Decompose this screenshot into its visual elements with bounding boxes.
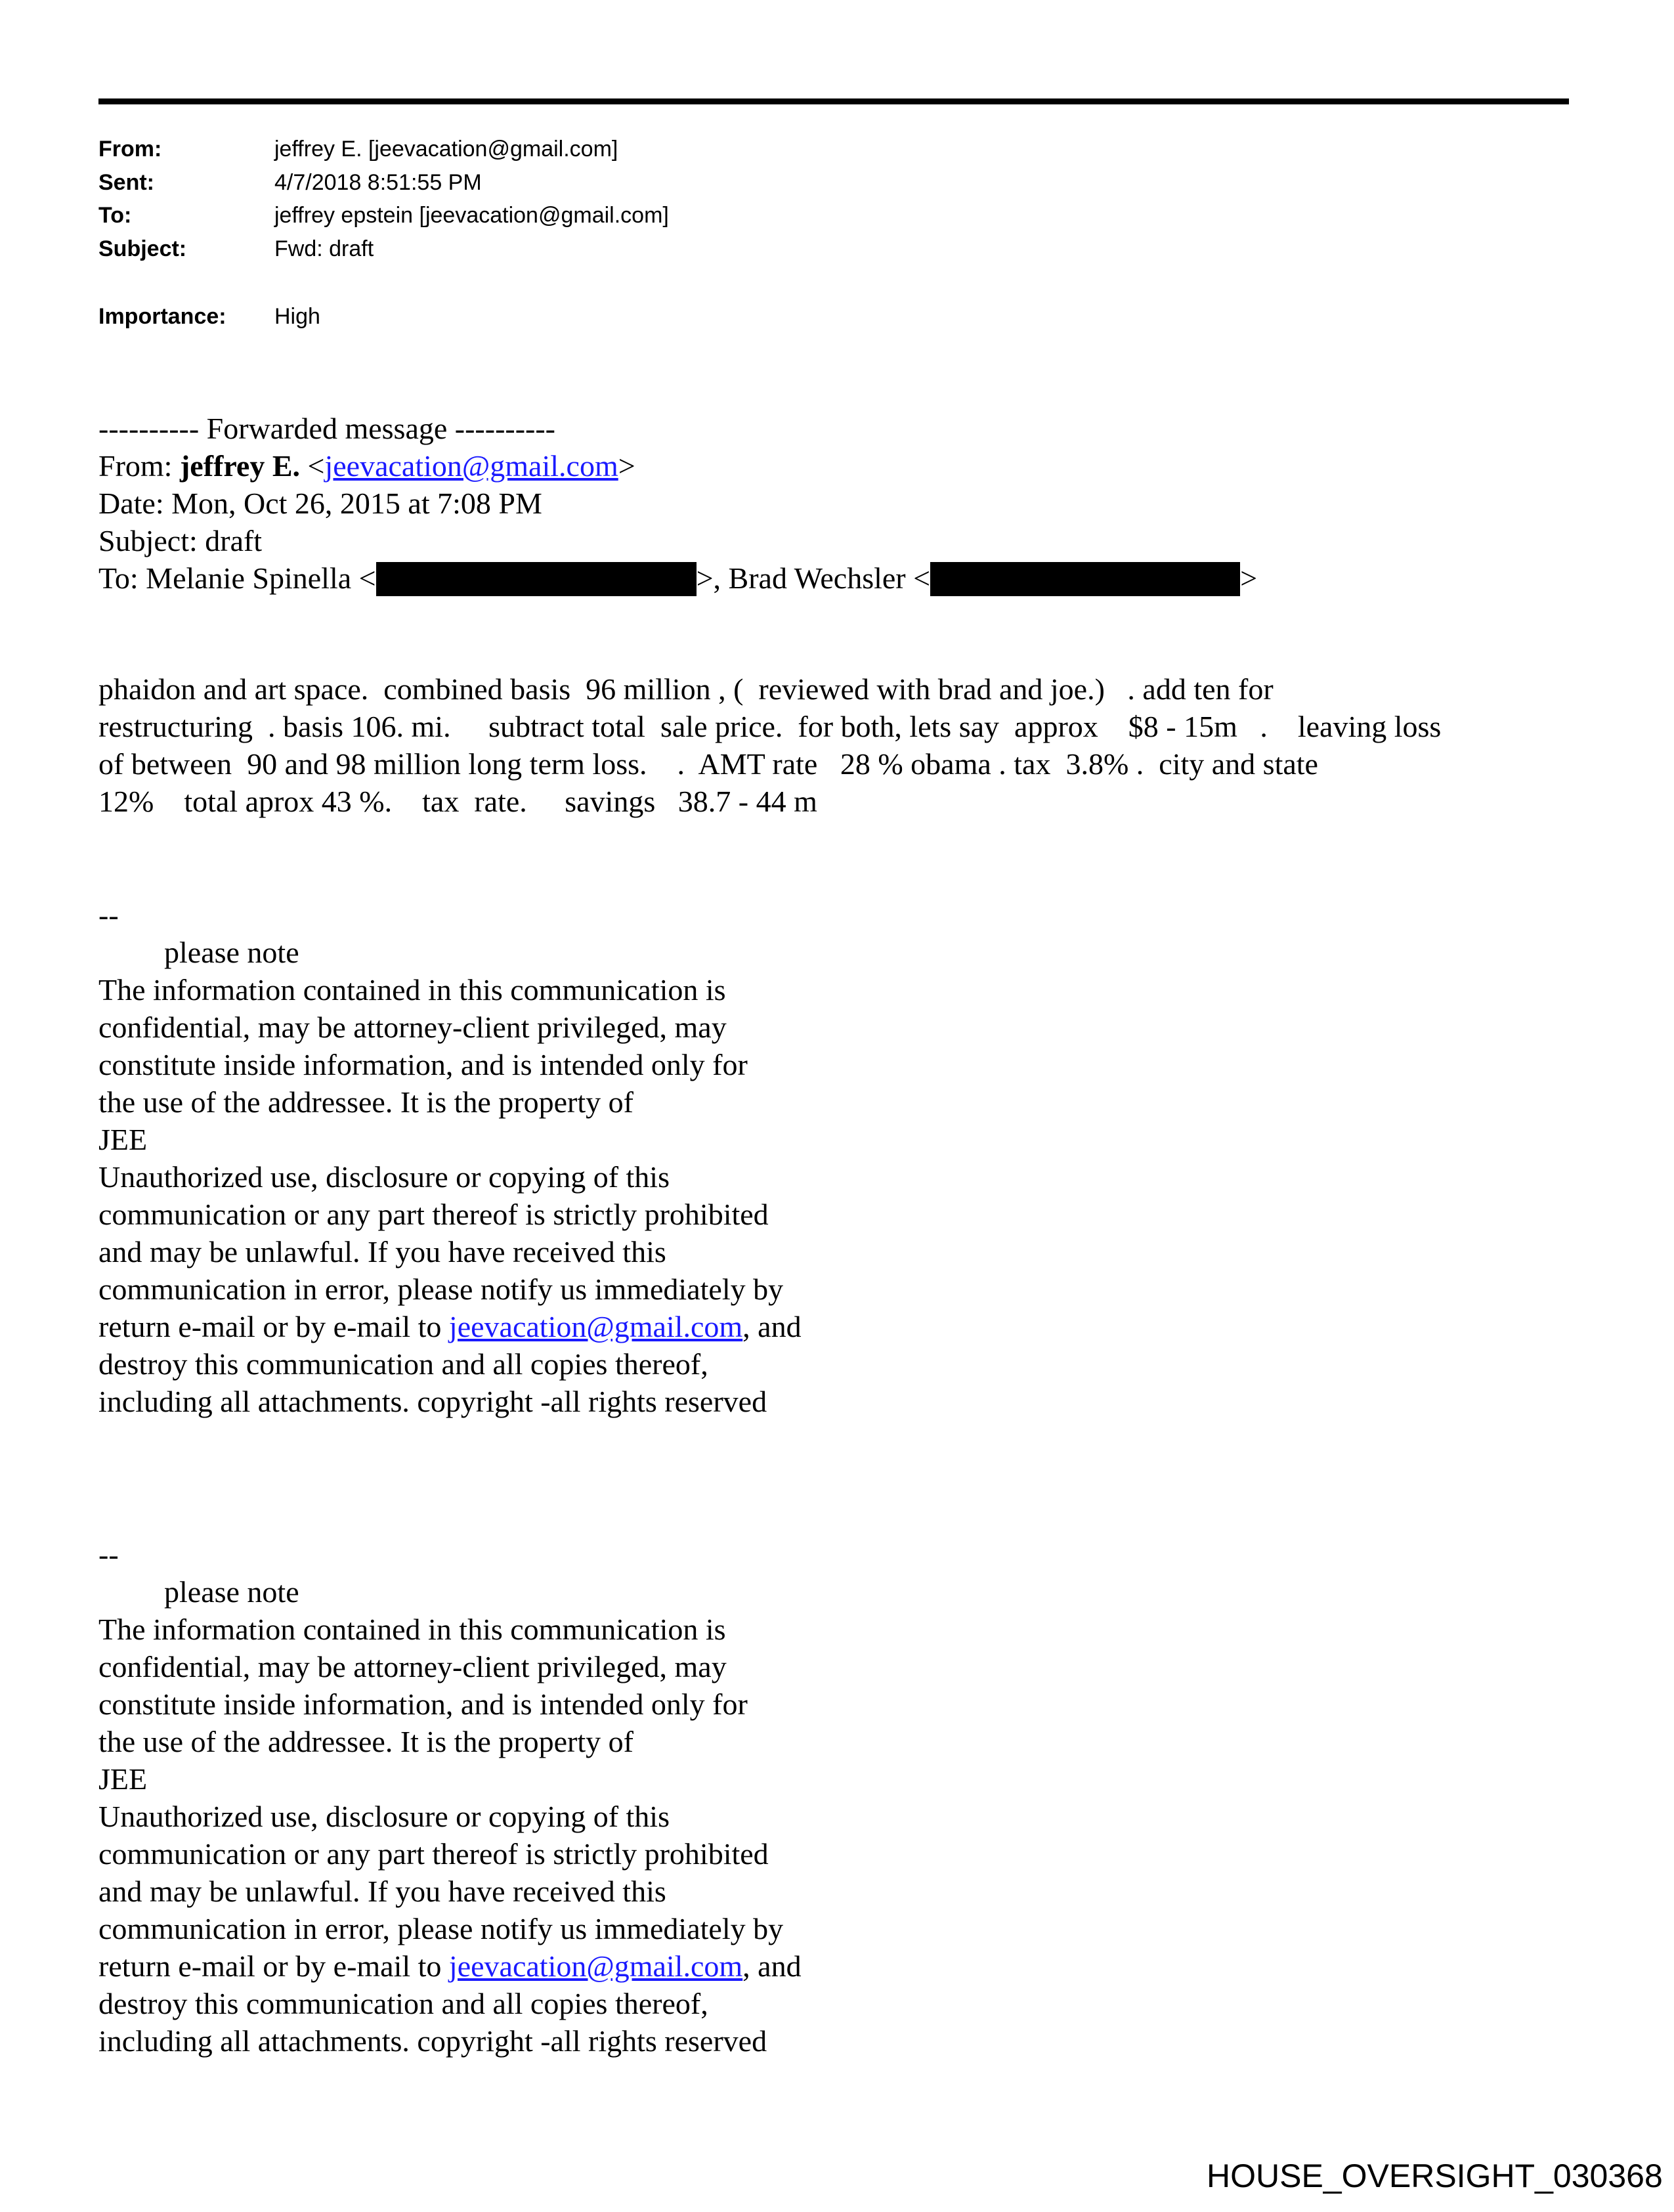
signature-email-link[interactable]: jeevacation@gmail.com [448, 1949, 743, 1983]
signature-dashes: -- [98, 1538, 119, 1571]
forwarded-from-name: jeffrey E. [179, 449, 301, 483]
signature-block [98, 1536, 802, 2060]
body-line: of between 90 and 98 million long term loss. . AMT rate 28 % obama . tax 3.8% . city and state [98, 747, 1318, 781]
header-rule [98, 98, 1569, 104]
signature-line: including all attachments. copyright -all rights reserved [98, 2024, 767, 2058]
signature-line: communication or any part thereof is strictly prohibited [98, 1198, 769, 1231]
redaction-box [930, 562, 1240, 596]
forwarded-from-email-link[interactable]: jeevacation@gmail.com [324, 449, 618, 483]
from-label: From: [98, 137, 162, 162]
signature-line: communication in error, please notify us immediately by [98, 1912, 784, 1945]
forwarded-subject: Subject: draft [98, 524, 263, 557]
to-label: To: [98, 203, 132, 228]
message-body [98, 670, 1441, 820]
header-subject-row [98, 236, 1018, 265]
forwarded-to-end: > [1240, 561, 1258, 595]
signature-email-link[interactable]: jeevacation@gmail.com [448, 1310, 743, 1343]
signature-email-line [98, 1308, 802, 1345]
signature-line: JEE [98, 1123, 148, 1156]
signature-line: Unauthorized use, disclosure or copying of this [98, 1160, 670, 1194]
bates-number: HOUSE_OVERSIGHT_030368 [1207, 2158, 1663, 2194]
signature-line: the use of the addressee. It is the property of [98, 1725, 633, 1758]
signature-line: JEE [98, 1762, 148, 1796]
body-line: restructuring . basis 106. mi. subtract total sale price. for both, lets say approx $8 - 15m . leaving loss [98, 710, 1442, 743]
from-value: jeffrey E. [jeevacation@gmail.com] [274, 137, 618, 162]
importance-value: High [274, 304, 320, 329]
sent-value: 4/7/2018 8:51:55 PM [274, 170, 482, 195]
forwarded-from: From: jeffrey E. <jeevacation@gmail.com> [98, 449, 635, 483]
signature-line: and may be unlawful. If you have received this [98, 1875, 666, 1908]
header-from-row [98, 137, 1018, 165]
signature-line: destroy this communication and all copies thereof, [98, 1987, 708, 2020]
signature-dashes: -- [98, 898, 119, 932]
signature-line: communication or any part thereof is strictly prohibited [98, 1837, 769, 1871]
signature-line: the use of the addressee. It is the property of [98, 1085, 633, 1119]
forwarded-to-prefix: To: Melanie Spinella < [98, 561, 376, 595]
signature-email-suffix: , and [742, 1949, 802, 1983]
signature-line: confidential, may be attorney-client privileged, may [98, 1010, 727, 1044]
signature-email-line [98, 1947, 802, 1985]
signature-line: Unauthorized use, disclosure or copying of this [98, 1800, 670, 1833]
signature-line: destroy this communication and all copies thereof, [98, 1347, 708, 1381]
signature-line: communication in error, please notify us immediately by [98, 1272, 784, 1306]
body-line: 12% total aprox 43 %. tax rate. savings 38.7 - 44 m [98, 785, 817, 818]
signature-line: constitute inside information, and is intended only for [98, 1687, 748, 1721]
sent-label: Sent: [98, 170, 154, 195]
signature-line: The information contained in this communication is [98, 1613, 726, 1646]
subject-label: Subject: [98, 236, 187, 261]
subject-value: Fwd: draft [274, 236, 374, 261]
importance-label: Importance: [98, 304, 226, 329]
forwarded-to-mid: >, Brad Wechsler < [696, 561, 931, 595]
header-sent-row [98, 170, 1018, 199]
signature-line: including all attachments. copyright -all rights reserved [98, 1385, 767, 1418]
signature-line: constitute inside information, and is intended only for [98, 1048, 748, 1081]
signature-email-suffix: , and [742, 1310, 802, 1343]
redaction-box [376, 562, 697, 596]
signature-note: please note [164, 936, 299, 969]
forwarded-to [98, 559, 1257, 597]
signature-line: and may be unlawful. If you have received this [98, 1235, 666, 1269]
signature-email-prefix: return e-mail or by e-mail to [98, 1310, 449, 1343]
signature-line: The information contained in this communication is [98, 973, 726, 1007]
signature-line: confidential, may be attorney-client privileged, may [98, 1650, 727, 1683]
body-line: phaidon and art space. combined basis 96 million , ( reviewed with brad and joe.) . add ten for [98, 672, 1274, 706]
header-importance-row [98, 304, 1018, 333]
forwarded-from-prefix: From: [98, 449, 180, 483]
signature-email-prefix: return e-mail or by e-mail to [98, 1949, 449, 1983]
forwarded-block [98, 410, 1257, 597]
signature-note: please note [164, 1575, 299, 1609]
to-value: jeffrey epstein [jeevacation@gmail.com] [274, 203, 669, 228]
header-to-row [98, 203, 1018, 232]
forwarded-date: Date: Mon, Oct 26, 2015 at 7:08 PM [98, 487, 542, 520]
forwarded-divider: ---------- Forwarded message ---------- [98, 412, 555, 445]
signature-block [98, 896, 802, 1420]
